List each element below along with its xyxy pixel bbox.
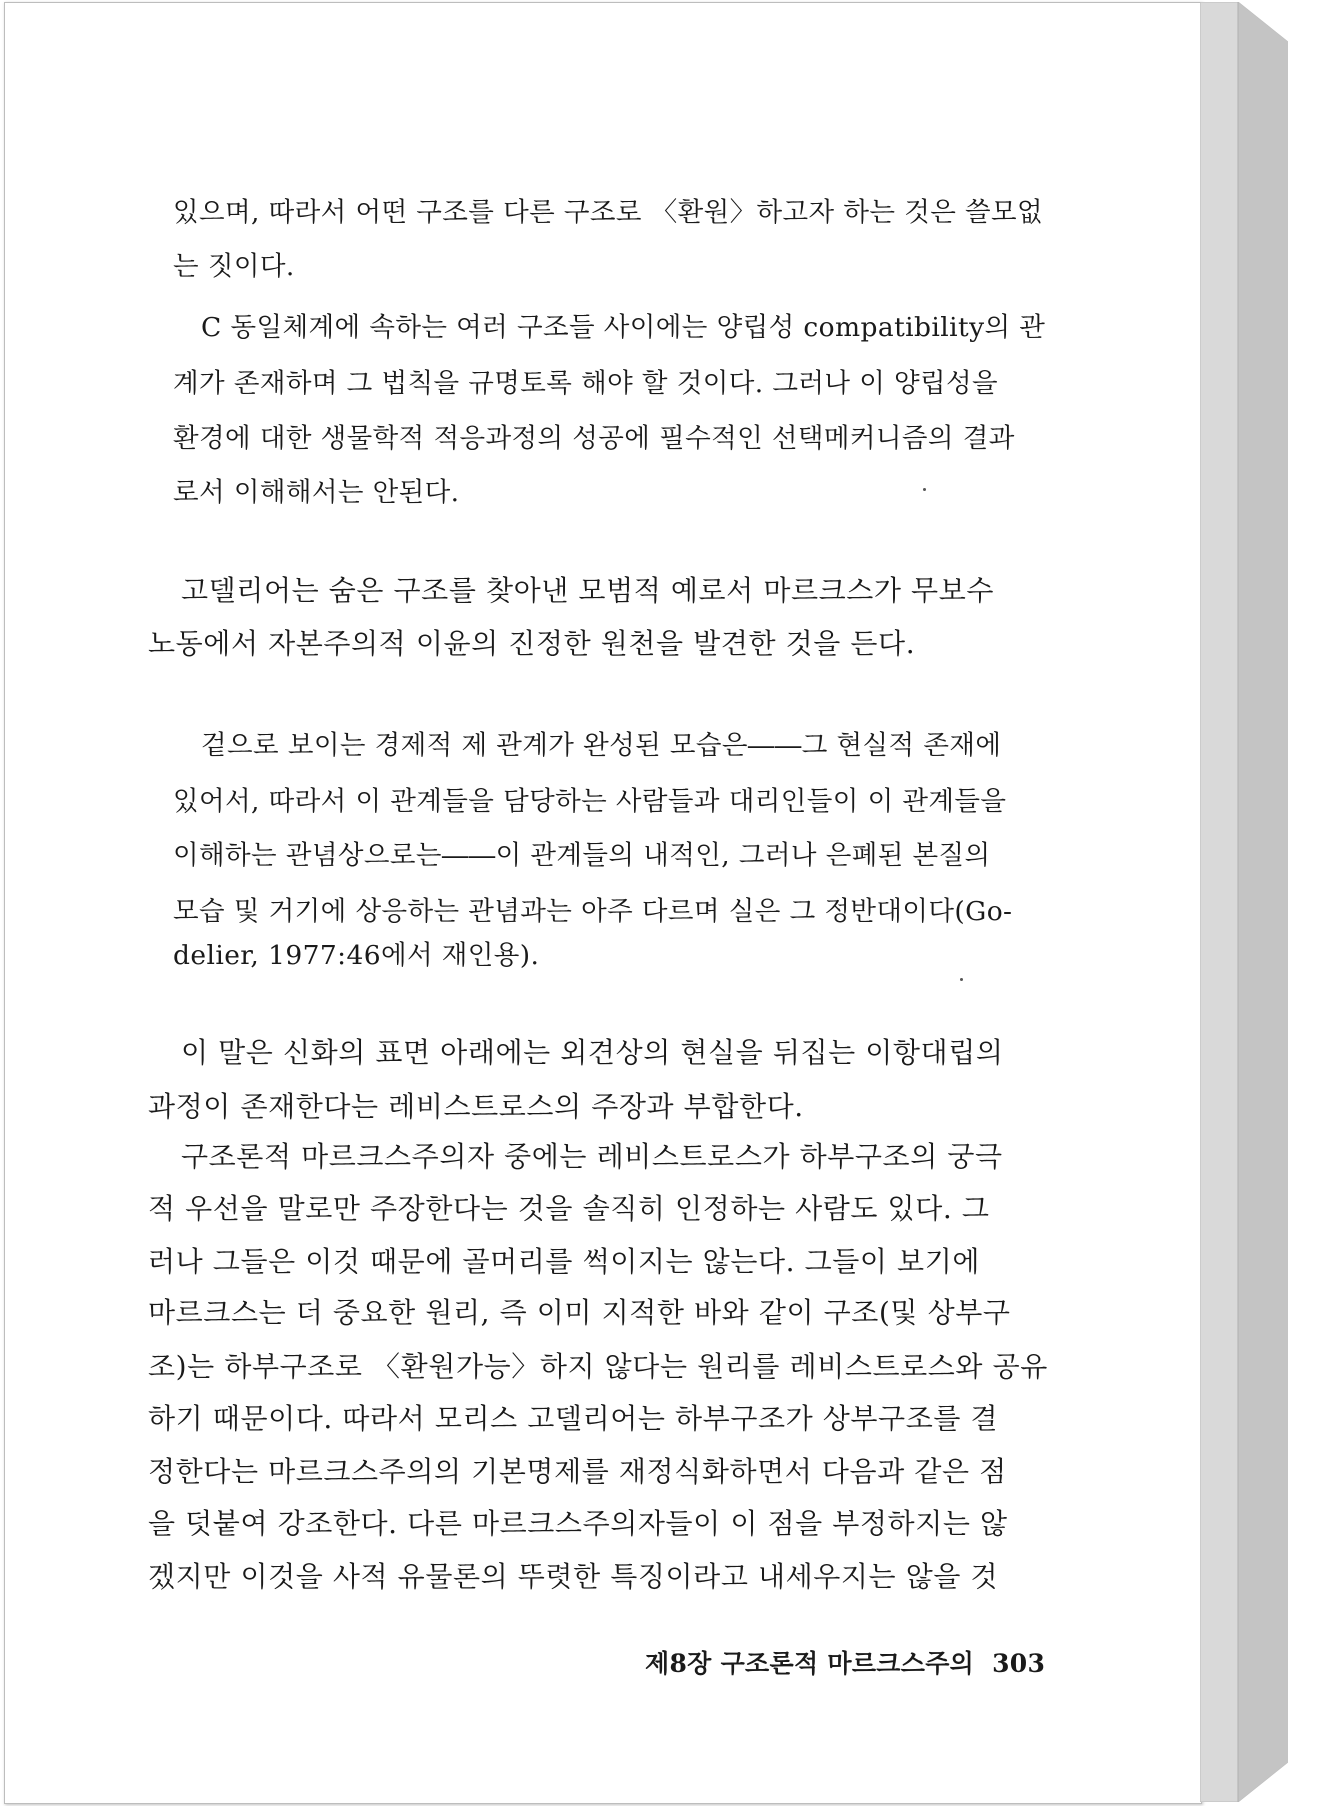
scan-speck — [960, 978, 963, 981]
text-line: 는 짓이다. — [173, 251, 295, 282]
text-line: 겠지만 이것을 사적 유물론의 뚜렷한 특징이라고 내세우지는 않을 것 — [148, 1560, 999, 1593]
text-line: 있어서, 따라서 이 관계들을 담당하는 사람들과 대리인들이 이 관계들을 — [173, 786, 1007, 817]
text-line: 로서 이해해서는 안된다. — [173, 477, 460, 508]
text-line: 러나 그들은 이것 때문에 골머리를 썩이지는 않는다. 그들이 보기에 — [148, 1245, 981, 1278]
text-line: C 동일체계에 속하는 여러 구조들 사이에는 양립성 compatibility의 관 — [201, 312, 1046, 343]
text-line: 하기 때문이다. 따라서 모리스 고델리어는 하부구조가 상부구조를 결 — [148, 1402, 999, 1435]
text-line: 있으며, 따라서 어떤 구조를 다른 구조로 〈환원〉하고자 하는 것은 쓸모없 — [173, 197, 1044, 228]
text-line: 적 우선을 말로만 주장한다는 것을 솔직히 인정하는 사람도 있다. 그 — [148, 1192, 990, 1225]
text-line: delier, 1977:46에서 재인용). — [173, 940, 540, 971]
scan-speck — [923, 488, 926, 491]
text-line: 과정이 존재한다는 레비스트로스의 주장과 부합한다. — [148, 1090, 804, 1123]
page-number: 303 — [992, 1649, 1046, 1678]
text-line: 모습 및 거기에 상응하는 관념과는 아주 다르며 실은 그 정반대이다(Go- — [173, 896, 1013, 927]
book-edge-graphic — [1200, 2, 1288, 1802]
text-line: 계가 존재하며 그 법칙을 규명토록 해야 할 것이다. 그러나 이 양립성을 — [173, 368, 999, 399]
running-head: 제8장 구조론적 마르크스주의 — [645, 1649, 975, 1678]
text-line: 고델리어는 숨은 구조를 찾아낸 모범적 예로서 마르크스가 무보수 — [181, 574, 995, 607]
page-footer — [645, 1644, 1045, 1680]
text-line: 노동에서 자본주의적 이윤의 진정한 원천을 발견한 것을 든다. — [148, 627, 916, 660]
text-line: 이해하는 관념상으로는――이 관계들의 내적인, 그러나 은폐된 본질의 — [173, 840, 991, 871]
text-line: 환경에 대한 생물학적 적응과정의 성공에 필수적인 선택메커니즘의 결과 — [173, 423, 1015, 454]
text-line: 정한다는 마르크스주의의 기본명제를 재정식화하면서 다음과 같은 점 — [148, 1455, 1007, 1488]
text-line: 이 말은 신화의 표면 아래에는 외견상의 현실을 뒤집는 이항대립의 — [181, 1036, 1004, 1069]
text-line: 겉으로 보이는 경제적 제 관계가 완성된 모습은――그 현실적 존재에 — [201, 730, 1002, 761]
text-line: 을 덧붙여 강조한다. 다른 마르크스주의자들이 이 점을 부정하지는 않 — [148, 1507, 1008, 1540]
text-line: 마르크스는 더 중요한 원리, 즉 이미 지적한 바와 같이 구조(및 상부구 — [148, 1296, 1011, 1329]
book-spine — [1200, 2, 1288, 1802]
text-line: 조)는 하부구조로 〈환원가능〉하지 않다는 원리를 레비스트로스와 공유 — [148, 1350, 1048, 1383]
text-line: 구조론적 마르크스주의자 중에는 레비스트로스가 하부구조의 궁극 — [181, 1140, 1003, 1173]
book-page — [4, 2, 1202, 1804]
